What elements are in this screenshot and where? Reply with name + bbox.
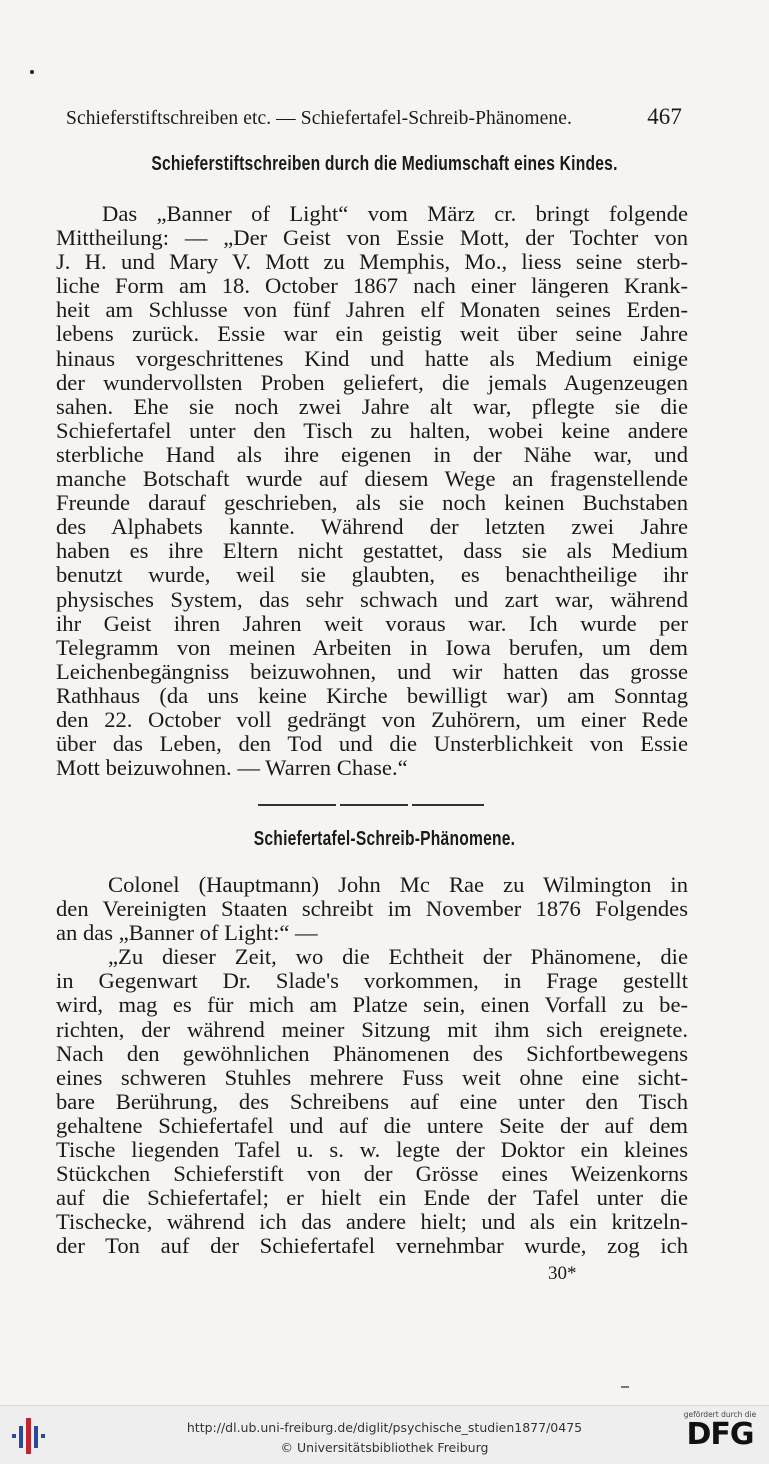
text-line: J. H. und Mary V. Mott zu Memphis, Mo., liess seine sterb- (56, 249, 688, 275)
text-line: Telegramm von meinen Arbeiten in Iowa berufen, um dem (56, 634, 688, 660)
text-line: Mittheilung: — „Der Geist von Essie Mott, der Tochter von (56, 225, 688, 251)
page-number: 467 (647, 104, 682, 129)
scan-mark (621, 1386, 629, 1388)
text-line: haben es ihre Eltern nicht gestattet, dass sie als Medium (56, 538, 688, 564)
text-line: benutzt wurde, weil sie glaubten, es benachtheilige ihr (56, 562, 688, 588)
text-line: liche Form am 18. October 1867 nach einer längeren Krank- (56, 273, 688, 299)
text-line: den Vereinigten Staaten schreibt im November 1876 Folgendes (56, 896, 688, 922)
text-line: in Gegenwart Dr. Slade's vorkommen, in Frage gestellt (56, 968, 688, 994)
source-url-link[interactable]: http://dl.ub.uni-freiburg.de/diglit/psychische_studien1877/0475 (186, 1420, 583, 1435)
dfg-logo: DFG (686, 1417, 754, 1452)
text-line: über das Leben, den Tod und die Unsterblichkeit von Essie (56, 731, 688, 757)
text-line: ihr Geist ihren Jahren weit voraus war. Ich wurde per (56, 610, 688, 636)
text-line: „Zu dieser Zeit, wo die Echtheit der Phänomene, die (108, 944, 688, 970)
text-line: lebens zurück. Essie war ein geistig weit über seine Jahre (56, 321, 688, 347)
text-line: manche Botschaft wurde auf diesem Wege an fragenstellende (56, 466, 688, 492)
text-line: des Alphabets kannte. Während der letzten zwei Jahre (56, 514, 688, 540)
article-body-1 (56, 202, 688, 780)
text-line: Freunde darauf geschrieben, als sie noch keinen Buchstaben (56, 490, 688, 516)
text-line: Colonel (Hauptmann) John Mc Rae zu Wilmington in (108, 872, 688, 897)
text-line: der wundervollsten Proben geliefert, die jemals Augenzeugen (56, 369, 688, 395)
text-line: wird, mag es für mich am Platze sein, einen Vorfall zu be- (56, 992, 688, 1018)
text-line: Schiefertafel unter den Tisch zu halten, wobei keine andere (56, 417, 688, 443)
text-line: Tischecke, während ich das andere hielt; und als ein kritzeln- (56, 1209, 688, 1235)
section-separator (258, 804, 488, 805)
text-line: Tische liegenden Tafel u. s. w. legte der Doktor ein kleines (56, 1137, 688, 1163)
article-title-2: Schiefertafel-Schreib-Phänomene. (253, 828, 516, 850)
viewer-footer (0, 1405, 769, 1464)
text-line: Leichenbegängniss beizuwohnen, und wir hatten das grosse (56, 658, 688, 684)
dfg-sponsor (679, 1410, 761, 1451)
text-line: der Ton auf der Schiefertafel vernehmbar wurde, zog ich (56, 1233, 688, 1259)
text-line: Stückchen Schieferstift von der Grösse eines Weizenkorns (56, 1161, 688, 1187)
running-header (66, 104, 682, 130)
text-line: heit am Schlusse von fünf Jahren elf Monaten seines Erden- (56, 297, 688, 323)
text-line: physisches System, das sehr schwach und zart war, während (56, 586, 688, 612)
text-line: eines schweren Stuhles mehrere Fuss weit ohne eine sicht- (56, 1064, 688, 1090)
text-line: sahen. Ehe sie noch zwei Jahre alt war, pflegte sie die (56, 393, 688, 419)
text-line: Das „Banner of Light“ vom März cr. bringt folgende (102, 201, 688, 226)
text-line: an das „Banner of Light:“ — (56, 920, 318, 946)
running-title: Schieferstiftschreiben etc. — Schiefertafel-Schreib-Phänomene. (66, 108, 572, 129)
text-line: Nach den gewöhnlichen Phänomenen des Sichfortbewegens (56, 1040, 688, 1066)
copyright-text: © Universitätsbibliothek Freiburg (280, 1440, 489, 1455)
text-line: sterbliche Hand als ihre eigenen in der Nähe war, und (56, 441, 688, 467)
article-title-1: Schieferstiftschreiben durch die Mediumschaft eines Kindes. (151, 153, 618, 175)
text-line: auf die Schiefertafel; er hielt ein Ende der Tafel unter die (56, 1185, 688, 1211)
text-line: gehaltene Schiefertafel und auf die untere Seite der auf dem (56, 1112, 688, 1138)
article-body-2 (56, 873, 688, 1259)
text-line: Mott beizuwohnen. — Warren Chase.“ (56, 755, 408, 781)
text-line: Rathhaus (da uns keine Kirche bewilligt war) am Sonntag (56, 682, 688, 708)
text-line: hinaus vorgeschrittenes Kind und hatte als Medium einige (56, 345, 688, 371)
text-line: den 22. October voll gedrängt von Zuhörern, um einer Rede (56, 706, 688, 732)
scan-speck (30, 70, 34, 74)
text-line: richten, der während meiner Sitzung mit ihm sich ereignete. (56, 1016, 688, 1042)
signature-mark: 30* (548, 1263, 577, 1284)
sponsor-label: gefördert durch die (683, 1410, 757, 1419)
text-line: bare Berührung, des Schreibens auf eine unter den Tisch (56, 1088, 688, 1114)
